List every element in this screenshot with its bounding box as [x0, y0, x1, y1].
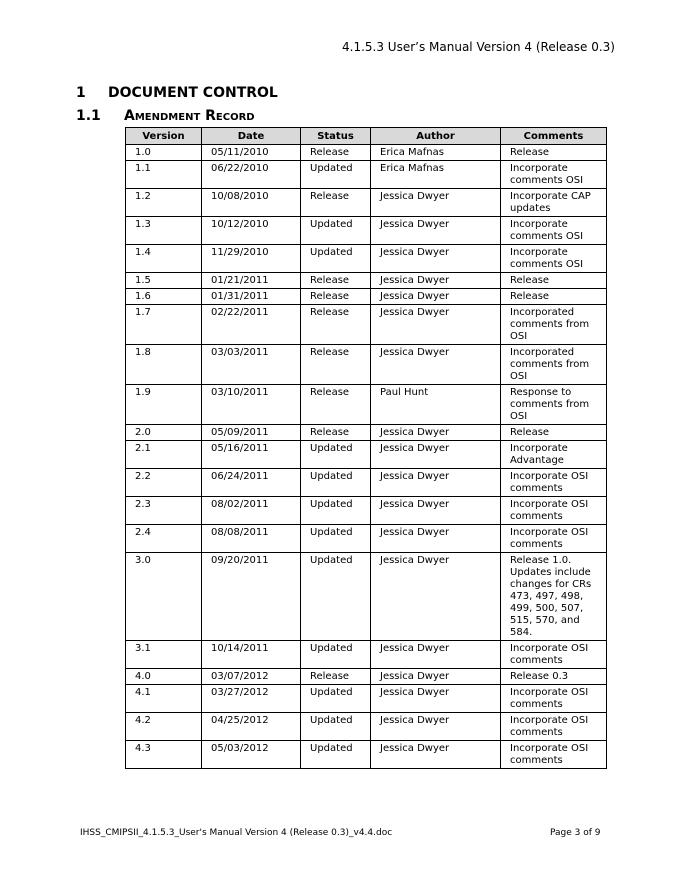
- cell-date: 06/22/2010: [202, 161, 301, 189]
- table-row: [126, 441, 607, 469]
- cell-comments: Incorporate comments OSI: [501, 245, 607, 273]
- table-row: [126, 273, 607, 289]
- cell-version: 3.0: [126, 553, 202, 641]
- cell-version: 1.4: [126, 245, 202, 273]
- table-row: [126, 189, 607, 217]
- cell-comments: Incorporate OSI comments: [501, 525, 607, 553]
- cell-version: 4.1: [126, 685, 202, 713]
- table-row: [126, 217, 607, 245]
- table-row: [126, 145, 607, 161]
- cell-status: Release: [301, 145, 371, 161]
- cell-date: 05/03/2012: [202, 741, 301, 769]
- cell-date: 03/10/2011: [202, 385, 301, 425]
- cell-date: 06/24/2011: [202, 469, 301, 497]
- cell-status: Updated: [301, 497, 371, 525]
- cell-date: 10/14/2011: [202, 641, 301, 669]
- cell-status: Updated: [301, 441, 371, 469]
- table-row: [126, 345, 607, 385]
- cell-comments: Release: [501, 273, 607, 289]
- cell-author: Jessica Dwyer: [371, 741, 501, 769]
- cell-version: 1.7: [126, 305, 202, 345]
- cell-status: Release: [301, 669, 371, 685]
- table-row: [126, 161, 607, 189]
- cell-status: Updated: [301, 641, 371, 669]
- cell-comments: Incorporate OSI comments: [501, 469, 607, 497]
- cell-date: 11/29/2010: [202, 245, 301, 273]
- cell-comments: Incorporated comments from OSI: [501, 305, 607, 345]
- cell-status: Release: [301, 425, 371, 441]
- table-row: [126, 385, 607, 425]
- column-header-comments: Comments: [501, 128, 607, 145]
- table-row: [126, 289, 607, 305]
- cell-status: Release: [301, 189, 371, 217]
- footer-filename: IHSS_CMIPSII_4.1.5.3_User's Manual Version 4 (Release 0.3)_v4.4.doc: [80, 828, 393, 838]
- cell-comments: Release 0.3: [501, 669, 607, 685]
- cell-author: Jessica Dwyer: [371, 713, 501, 741]
- cell-comments: Incorporated comments from OSI: [501, 345, 607, 385]
- table-row: [126, 305, 607, 345]
- cell-status: Updated: [301, 525, 371, 553]
- column-header-author: Author: [371, 128, 501, 145]
- cell-status: Updated: [301, 217, 371, 245]
- cell-version: 2.4: [126, 525, 202, 553]
- cell-date: 08/08/2011: [202, 525, 301, 553]
- cell-comments: Release: [501, 289, 607, 305]
- cell-status: Updated: [301, 685, 371, 713]
- subsection-title: Amendment Record: [124, 108, 255, 124]
- cell-version: 4.2: [126, 713, 202, 741]
- cell-version: 4.3: [126, 741, 202, 769]
- cell-version: 1.6: [126, 289, 202, 305]
- cell-comments: Release: [501, 425, 607, 441]
- cell-version: 2.1: [126, 441, 202, 469]
- cell-status: Updated: [301, 469, 371, 497]
- section-title: DOCUMENT CONTROL: [108, 85, 278, 101]
- table-row: [126, 685, 607, 713]
- cell-version: 3.1: [126, 641, 202, 669]
- cell-comments: Incorporate OSI comments: [501, 641, 607, 669]
- column-header-version: Version: [126, 128, 202, 145]
- cell-status: Release: [301, 289, 371, 305]
- cell-author: Jessica Dwyer: [371, 345, 501, 385]
- table-row: [126, 469, 607, 497]
- cell-version: 1.3: [126, 217, 202, 245]
- cell-comments: Incorporate Advantage: [501, 441, 607, 469]
- cell-author: Erica Mafnas: [371, 161, 501, 189]
- table-row: [126, 741, 607, 769]
- cell-date: 04/25/2012: [202, 713, 301, 741]
- running-header: 4.1.5.3 User’s Manual Version 4 (Release 0.3): [342, 40, 615, 54]
- cell-author: Erica Mafnas: [371, 145, 501, 161]
- cell-version: 1.8: [126, 345, 202, 385]
- cell-version: 1.1: [126, 161, 202, 189]
- cell-date: 02/22/2011: [202, 305, 301, 345]
- cell-author: Jessica Dwyer: [371, 305, 501, 345]
- cell-version: 1.9: [126, 385, 202, 425]
- cell-comments: Release 1.0. Updates include changes for CRs 473, 497, 498, 499, 500, 507, 515, 570, and 584.: [501, 553, 607, 641]
- cell-comments: Incorporate OSI comments: [501, 741, 607, 769]
- table-row: [126, 425, 607, 441]
- cell-author: Jessica Dwyer: [371, 289, 501, 305]
- cell-comments: Incorporate OSI comments: [501, 713, 607, 741]
- cell-author: Jessica Dwyer: [371, 497, 501, 525]
- cell-status: Release: [301, 305, 371, 345]
- cell-version: 2.3: [126, 497, 202, 525]
- cell-author: Jessica Dwyer: [371, 669, 501, 685]
- cell-date: 10/08/2010: [202, 189, 301, 217]
- table-row: [126, 497, 607, 525]
- cell-comments: Release: [501, 145, 607, 161]
- table-row: [126, 525, 607, 553]
- cell-status: Release: [301, 385, 371, 425]
- subsection-number: 1.1: [76, 108, 101, 124]
- cell-date: 05/16/2011: [202, 441, 301, 469]
- cell-comments: Incorporate OSI comments: [501, 685, 607, 713]
- cell-date: 01/21/2011: [202, 273, 301, 289]
- cell-version: 1.2: [126, 189, 202, 217]
- table-row: [126, 553, 607, 641]
- cell-date: 03/27/2012: [202, 685, 301, 713]
- cell-status: Release: [301, 345, 371, 385]
- cell-status: Updated: [301, 245, 371, 273]
- cell-author: Paul Hunt: [371, 385, 501, 425]
- cell-date: 01/31/2011: [202, 289, 301, 305]
- cell-author: Jessica Dwyer: [371, 245, 501, 273]
- cell-comments: Incorporate comments OSI: [501, 161, 607, 189]
- cell-author: Jessica Dwyer: [371, 553, 501, 641]
- cell-date: 08/02/2011: [202, 497, 301, 525]
- cell-date: 05/11/2010: [202, 145, 301, 161]
- cell-author: Jessica Dwyer: [371, 189, 501, 217]
- cell-date: 03/07/2012: [202, 669, 301, 685]
- cell-comments: Incorporate OSI comments: [501, 497, 607, 525]
- cell-version: 4.0: [126, 669, 202, 685]
- cell-author: Jessica Dwyer: [371, 441, 501, 469]
- cell-author: Jessica Dwyer: [371, 685, 501, 713]
- cell-version: 1.0: [126, 145, 202, 161]
- cell-status: Updated: [301, 553, 371, 641]
- amendment-record-table: [125, 127, 607, 769]
- cell-status: Updated: [301, 713, 371, 741]
- table-row: [126, 245, 607, 273]
- cell-date: 05/09/2011: [202, 425, 301, 441]
- column-header-status: Status: [301, 128, 371, 145]
- table-row: [126, 713, 607, 741]
- cell-author: Jessica Dwyer: [371, 425, 501, 441]
- table-row: [126, 641, 607, 669]
- cell-status: Release: [301, 273, 371, 289]
- footer-page-number: Page 3 of 9: [550, 828, 601, 838]
- cell-author: Jessica Dwyer: [371, 469, 501, 497]
- cell-comments: Incorporate CAP updates: [501, 189, 607, 217]
- cell-author: Jessica Dwyer: [371, 641, 501, 669]
- cell-author: Jessica Dwyer: [371, 273, 501, 289]
- cell-date: 09/20/2011: [202, 553, 301, 641]
- table-row: [126, 669, 607, 685]
- cell-version: 1.5: [126, 273, 202, 289]
- cell-version: 2.2: [126, 469, 202, 497]
- cell-author: Jessica Dwyer: [371, 525, 501, 553]
- cell-comments: Response to comments from OSI: [501, 385, 607, 425]
- table-header-row: [126, 128, 607, 145]
- cell-date: 10/12/2010: [202, 217, 301, 245]
- cell-status: Updated: [301, 161, 371, 189]
- column-header-date: Date: [202, 128, 301, 145]
- cell-status: Updated: [301, 741, 371, 769]
- cell-author: Jessica Dwyer: [371, 217, 501, 245]
- section-number: 1: [76, 85, 86, 101]
- cell-comments: Incorporate comments OSI: [501, 217, 607, 245]
- cell-version: 2.0: [126, 425, 202, 441]
- section-heading: [76, 85, 278, 101]
- subsection-heading: [76, 108, 255, 124]
- cell-date: 03/03/2011: [202, 345, 301, 385]
